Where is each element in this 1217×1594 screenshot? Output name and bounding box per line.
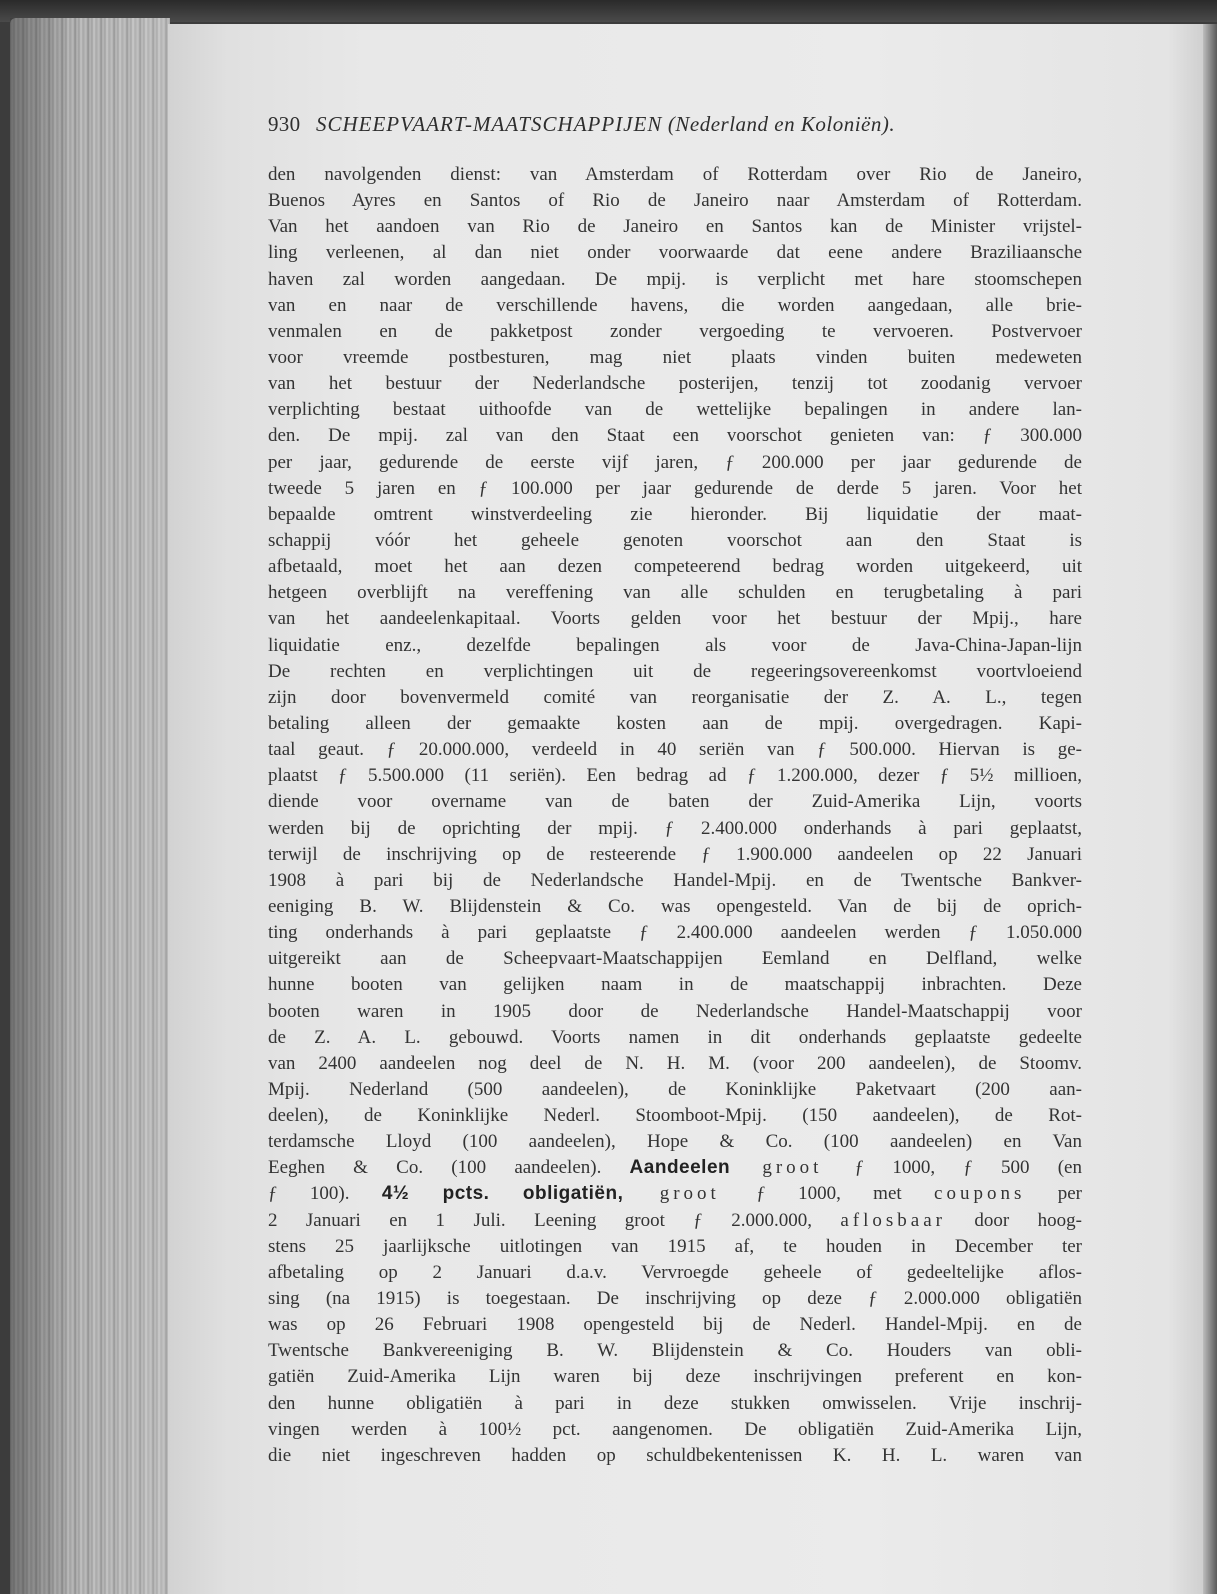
text-segment: ƒ 1000, met (756, 1183, 935, 1205)
text-line-loan (268, 1208, 1082, 1234)
page-subtitle: (Nederland en Koloniën). (667, 112, 896, 136)
text-segment-spaced: coupons (934, 1183, 1026, 1205)
text-line: hetgeen overblijft na vereffening van alle schulden en terugbetaling à pari (268, 582, 1082, 604)
text-line: den. De mpij. zal van den Staat een voorschot genieten van: ƒ 300.000 (268, 425, 1082, 447)
text-line-shares (268, 1155, 1082, 1181)
text-line: verplichting bestaat uithoofde van de wettelijke bepalingen in andere lan- (268, 399, 1082, 421)
text-line: haven zal worden aangedaan. De mpij. is verplicht met hare stoomschepen (268, 268, 1082, 290)
text-line: schappij vóór het geheele genoten voorschot aan den Staat is (268, 529, 1082, 551)
running-head (268, 112, 1088, 137)
text-line: De rechten en verplichtingen uit de regeeringsovereenkomst voortvloeiend (268, 660, 1082, 682)
text-line: booten waren in 1905 door de Nederlandsche Handel-Maatschappij voor (268, 1000, 1082, 1022)
text-line: hunne booten van gelijken naam in de maatschappij inbrachten. Deze (268, 974, 1082, 996)
text-segment: door hoog- (946, 1209, 1083, 1231)
text-line: betaling alleen der gemaakte kosten aan de mpij. overgedragen. Kapi- (268, 712, 1082, 734)
text-line: liquidatie enz., dezelfde bepalingen als voor de Java-China-Japan-lijn (268, 634, 1082, 656)
text-line: van en naar de verschillende havens, die worden aangedaan, alle brie- (268, 294, 1082, 316)
text-line: sing (na 1915) is toegestaan. De inschrijving op deze ƒ 2.000.000 obligatiën (268, 1288, 1082, 1310)
text-segment-spaced: groot (730, 1157, 855, 1179)
page-title: SCHEEPVAART-MAATSCHAPPIJEN (315, 112, 663, 136)
book-page-edges (10, 18, 170, 1594)
text-line: tweede 5 jaren en ƒ 100.000 per jaar gedurende de derde 5 jaren. Voor het (268, 477, 1082, 499)
text-line: terwijl de inschrijving op de resteerende ƒ 1.900.000 aandeelen op 22 Januari (268, 843, 1082, 865)
book-gutter-edge (1203, 24, 1217, 1594)
text-line: terdamsche Lloyd (100 aandeelen), Hope & Co. (100 aandeelen) en Van (268, 1131, 1082, 1153)
scan-top-shadow (0, 0, 1217, 22)
text-line: Buenos Ayres en Santos of Rio de Janeiro naar Amsterdam of Rotterdam. (268, 190, 1082, 212)
text-line: zijn door bovenvermeld comité van reorganisatie der Z. A. L., tegen (268, 686, 1082, 708)
text-line: eeniging B. W. Blijdenstein & Co. was opengesteld. Van de bij de oprich- (268, 895, 1082, 917)
text-line: ting onderhands à pari geplaatste ƒ 2.400.000 aandeelen werden ƒ 1.050.000 (268, 922, 1082, 944)
text-line-bonds (268, 1181, 1082, 1207)
text-line: Twentsche Bankvereeniging B. W. Blijdenstein & Co. Houders van obli- (268, 1340, 1082, 1362)
text-line: deelen), de Koninklijke Nederl. Stoomboot-Mpij. (150 aandeelen), de Rot- (268, 1105, 1082, 1127)
text-line: afbetaling op 2 Januari d.a.v. Vervroegde geheele of gedeeltelijke aflos- (268, 1261, 1082, 1283)
text-segment: Eeghen & Co. (100 aandeelen). (268, 1157, 630, 1179)
text-line: Mpij. Nederland (500 aandeelen), de Koninklijke Paketvaart (200 aan- (268, 1078, 1082, 1100)
text-line: stens 25 jaarlijksche uitlotingen van 1915 af, te houden in December ter (268, 1235, 1082, 1257)
page-number: 930 (268, 112, 301, 136)
text-segment: ƒ 100). (268, 1183, 382, 1205)
text-line: den navolgenden dienst: van Amsterdam of Rotterdam over Rio de Janeiro, (268, 164, 1082, 185)
text-line: bepaalde omtrent winstverdeeling zie hieronder. Bij liquidatie der maat- (268, 503, 1082, 525)
text-segment-spaced: aflosbaar (840, 1209, 947, 1231)
heading-obligatien: 4½ pcts. obligatiën, (381, 1183, 624, 1205)
text-line: werden bij de oprichting der mpij. ƒ 2.400.000 onderhands à pari geplaatst, (268, 817, 1082, 839)
body-text (268, 162, 1082, 1469)
text-line: vingen werden à 100½ pct. aangenomen. De obligatiën Zuid-Amerika Lijn, (268, 1418, 1082, 1440)
text-line: taal geaut. ƒ 20.000.000, verdeeld in 40 seriën van ƒ 500.000. Hiervan is ge- (268, 739, 1082, 761)
text-line: uitgereikt aan de Scheepvaart-Maatschappijen Eemland en Delfland, welke (268, 948, 1082, 970)
text-segment: 2 Januari en 1 Juli. Leening groot ƒ 2.000.000, (268, 1209, 841, 1231)
text-line: van 2400 aandeelen nog deel de N. H. M. (voor 200 aandeelen), de Stoomv. (268, 1052, 1082, 1074)
text-line: venmalen en de pakketpost zonder vergoeding te vervoeren. Postvervoer (268, 320, 1082, 342)
text-segment: ƒ 1000, ƒ 500 (en (854, 1157, 1082, 1179)
text-line: diende voor overname van de baten der Zuid-Amerika Lijn, voorts (268, 791, 1082, 813)
text-line: gatiën Zuid-Amerika Lijn waren bij deze inschrijvingen preferent en kon- (268, 1366, 1082, 1388)
text-line: per jaar, gedurende de eerste vijf jaren, ƒ 200.000 per jaar gedurende de (268, 451, 1082, 473)
text-segment-spaced: groot (623, 1183, 757, 1205)
heading-aandeelen: Aandeelen (629, 1157, 731, 1179)
text-line: afbetaald, moet het aan dezen competeerend bedrag worden uitgekeerd, uit (268, 556, 1082, 578)
text-line: die niet ingeschreven hadden op schuldbekentenissen K. H. L. waren van (268, 1444, 1082, 1466)
text-line: Van het aandoen van Rio de Janeiro en Santos kan de Minister vrijstel- (268, 216, 1082, 238)
text-line: den hunne obligatiën à pari in deze stukken omwisselen. Vrije inschrij- (268, 1392, 1082, 1414)
text-line: ling verleenen, al dan niet onder voorwaarde dat eene andere Braziliaansche (268, 242, 1082, 264)
text-segment: per (1025, 1183, 1082, 1205)
text-line: was op 26 Februari 1908 opengesteld bij de Nederl. Handel-Mpij. en de (268, 1314, 1082, 1336)
text-line: van het aandeelenkapitaal. Voorts gelden voor het bestuur der Mpij., hare (268, 608, 1082, 630)
text-line: de Z. A. L. gebouwd. Voorts namen in dit onderhands geplaatste gedeelte (268, 1026, 1082, 1048)
text-line: 1908 à pari bij de Nederlandsche Handel-Mpij. en de Twentsche Bankver- (268, 869, 1082, 891)
text-line: van het bestuur der Nederlandsche posterijen, tenzij tot zoodanig vervoer (268, 373, 1082, 395)
text-line: voor vreemde postbesturen, mag niet plaats vinden buiten medeweten (268, 346, 1082, 368)
text-line: plaatst ƒ 5.500.000 (11 seriën). Een bedrag ad ƒ 1.200.000, dezer ƒ 5½ millioen, (268, 765, 1082, 787)
